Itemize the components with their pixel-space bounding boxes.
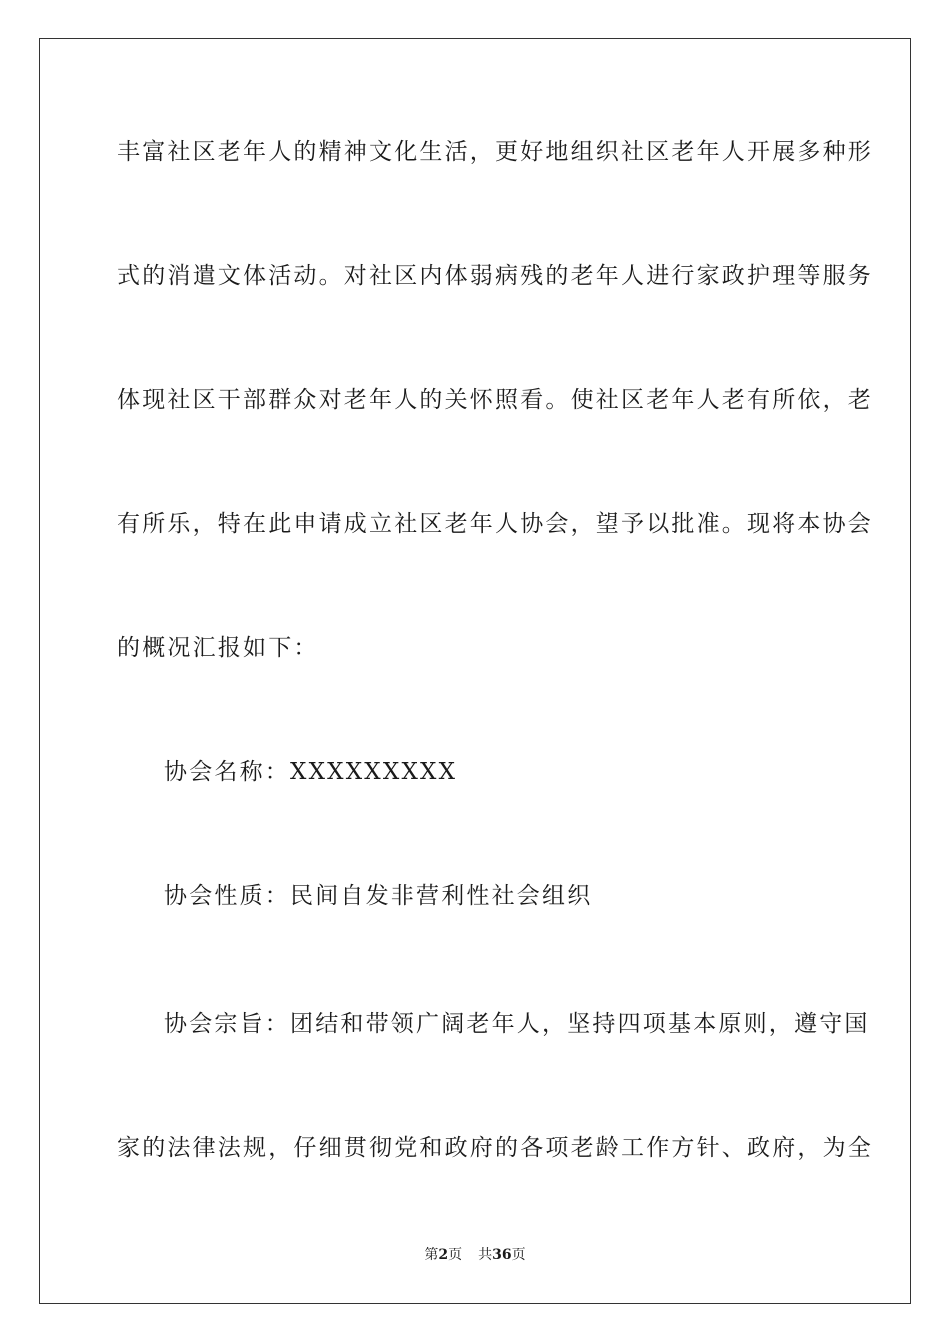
footer-total-pages: 36	[492, 1247, 512, 1263]
footer-page-number: 2	[438, 1247, 449, 1263]
body-text-line-5: 的概况汇报如下：	[117, 635, 319, 661]
footer-total-prefix: 共	[478, 1247, 493, 1263]
footer-total-suffix: 页	[511, 1247, 526, 1263]
body-text-line-1: 丰富社区老年人的精神文化生活，更好地组织社区老年人开展多种形	[117, 139, 873, 165]
body-text-line-3: 体现社区干部群众对老年人的关怀照看。使社区老年人老有所依，老	[117, 387, 873, 413]
body-text-line-4: 有所乐，特在此申请成立社区老年人协会，望予以批准。现将本协会	[117, 511, 873, 537]
page-border	[39, 38, 911, 1304]
association-purpose-line-1: 协会宗旨：团结和带领广阔老年人，坚持四项基本原则，遵守国	[164, 1011, 870, 1037]
association-purpose-line-2: 家的法律法规，仔细贯彻党和政府的各项老龄工作方针、政府，为全	[117, 1135, 873, 1161]
association-nature-line: 协会性质：民间自发非营利性社会组织	[164, 883, 593, 909]
body-text-line-2: 式的消遣文体活动。对社区内体弱病残的老年人进行家政护理等服务	[117, 263, 873, 289]
footer-page-suffix: 页	[448, 1247, 463, 1263]
footer-page-prefix: 第	[424, 1247, 439, 1263]
association-name-line: 协会名称：XXXXXXXXX	[164, 759, 458, 785]
page-footer	[0, 1245, 950, 1265]
